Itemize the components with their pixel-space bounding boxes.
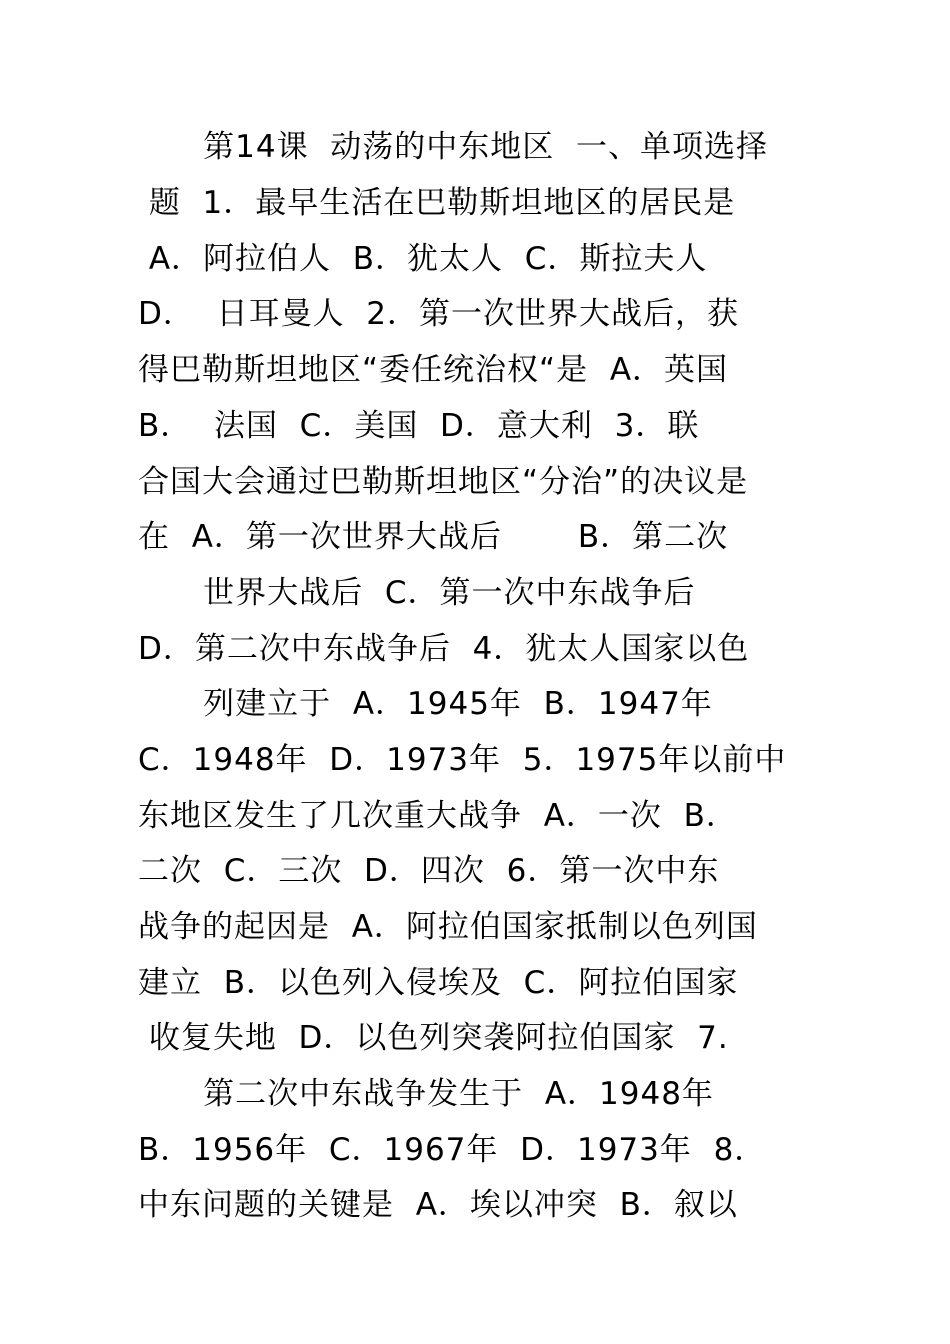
text-line: B．1956年 C．1967年 D．1973年 8． <box>138 1132 767 1168</box>
text-line: C．1948年 D．1973年 5．1975年以前中 <box>138 742 787 778</box>
text-line: A．阿拉伯人 B．犹太人 C．斯拉夫人 <box>138 241 708 277</box>
text-line: B． 法国 C．美国 D．意大利 3．联 <box>138 408 700 444</box>
text-line: 收复失地 D．以色列突袭阿拉伯国家 7. <box>138 1020 729 1056</box>
text-line: 列建立于 A．1945年 B．1947年 <box>138 686 713 722</box>
text-line: 世界大战后 C．第一次中东战争后 <box>138 575 696 611</box>
text-line: 第二次中东战争发生于 A．1948年 <box>138 1076 714 1112</box>
text-line: 得巴勒斯坦地区“委任统治权“是 A．英国 <box>138 352 729 388</box>
text-line: 第14课 动荡的中东地区 一、单项选择 <box>138 129 768 165</box>
text-line: 合国大会通过巴勒斯坦地区“分治”的决议是 <box>138 464 749 500</box>
text-line: 战争的起因是 A．阿拉伯国家抵制以色列国 <box>138 909 758 945</box>
text-line: 建立 B．以色列入侵埃及 C．阿拉伯国家 <box>138 965 739 1001</box>
text-line: 题 1．最早生活在巴勒斯坦地区的居民是 <box>138 185 736 221</box>
text-line: D． 日耳曼人 2．第一次世界大战后，获 <box>138 296 740 332</box>
text-line: 中东问题的关键是 A．埃以冲突 B．叙以 <box>138 1187 738 1223</box>
text-line: 在 A．第一次世界大战后 B．第二次 <box>138 519 729 555</box>
text-line: 二次 C．三次 D．四次 6．第一次中东 <box>138 853 720 889</box>
text-line: 东地区发生了几次重大战争 A．一次 B． <box>138 798 738 834</box>
text-line: D．第二次中东战争后 4．犹太人国家以色 <box>138 631 750 667</box>
